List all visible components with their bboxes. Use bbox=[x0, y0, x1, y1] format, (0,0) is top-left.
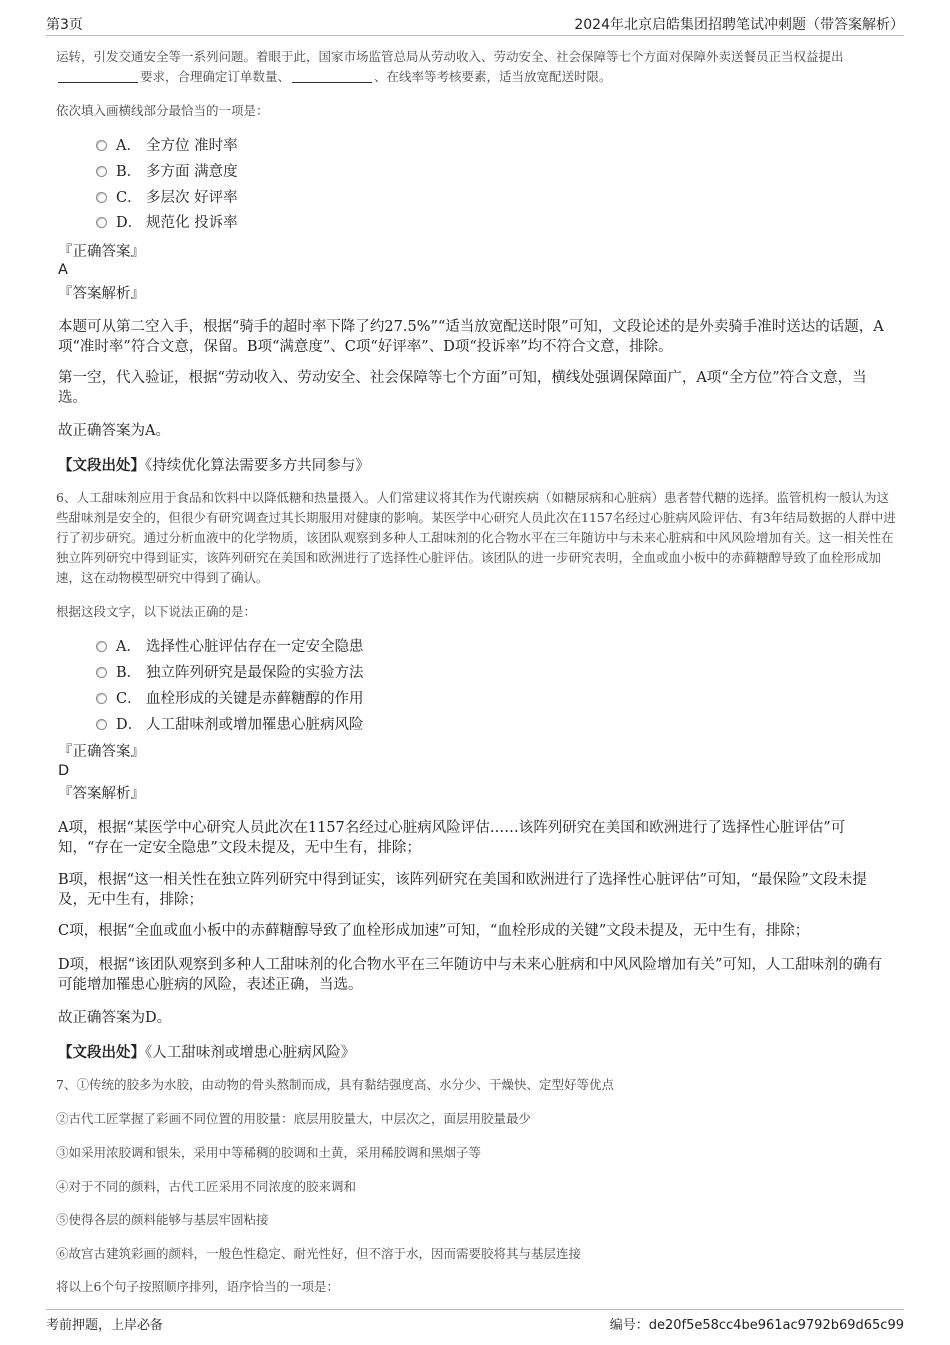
q6-option-c[interactable]: C． 血栓形成的关键是赤藓糖醇的作用 bbox=[96, 688, 364, 710]
header-divider bbox=[46, 35, 904, 36]
q5-answer: A bbox=[58, 262, 68, 278]
q7-prompt: 将以上6个句子按照顺序排列，语序恰当的一项是： bbox=[56, 1279, 339, 1294]
page-footer bbox=[46, 1314, 904, 1334]
q7-sentence-4: ④对于不同的颜料，古代工匠采用不同浓度的胶来调和 bbox=[56, 1179, 357, 1194]
q5-answer-label: 『正确答案』 bbox=[58, 244, 145, 260]
page-number: 第3页 bbox=[46, 17, 83, 33]
page-header bbox=[46, 14, 904, 34]
q6-analysis-d: D项，根据“该团队观察到多种人工甜味剂的化合物水平在三年随访中与未来心脏病和中风风险增加有关”可知，人工甜味剂的确有可能增加罹患心脏病的风险，表述正确，当选。 bbox=[58, 957, 882, 993]
radio-icon[interactable] bbox=[96, 719, 107, 730]
q6-source: 【文段出处】《人工甜味剂或增患心脏病风险》 bbox=[58, 1044, 356, 1061]
q6-option-b[interactable]: B． 独立阵列研究是最保险的实验方法 bbox=[96, 662, 364, 684]
q5-option-d[interactable]: D． 规范化 投诉率 bbox=[96, 212, 238, 234]
document-title: 2024年北京启皓集团招聘笔试冲刺题（带答案解析） bbox=[574, 17, 904, 33]
q6-analysis-conclusion: 故正确答案为D。 bbox=[58, 1010, 172, 1026]
q7-sentence-1: 7、①传统的胶多为水胶，由动物的骨头熬制而成，具有黏结强度高、水分少、干燥快、定型好等优点 bbox=[56, 1077, 614, 1092]
footer-divider bbox=[46, 1309, 904, 1310]
q6-option-d[interactable]: D． 人工甜味剂或增加罹患心脏病风险 bbox=[96, 714, 364, 736]
radio-icon[interactable] bbox=[96, 217, 107, 228]
q7-sentence-3: ③如采用浓胶调和银朱，采用中等稀稠的胶调和土黄，采用稀胶调和黑烟子等 bbox=[56, 1145, 482, 1160]
radio-icon[interactable] bbox=[96, 140, 107, 151]
q5-source: 【文段出处】《持续优化算法需要多方共同参与》 bbox=[58, 457, 370, 474]
q6-text: 6、人工甜味剂应用于食品和饮料中以降低糖和热量摄入。人们常建议将其作为代谢疾病（如糖尿病和心脏病）患者替代糖的选择。监管机构一般认为这些甜味剂是安全的，但很少有研究调查过其长期服用对健康的影响。某医学中心研究人员此次在1157名经过心脏病风险评估、有3年结局数据的人群中进行了初步研究。通过分析血液中的化学物质，该团队观察到多种人工甜味剂的化合物水平在三年随访中与未来心脏病和中风风险增加有关。这一相关性在独立阵列研究中得到证实，该阵列研究在美国和欧洲进行了选择性心脏评估。该团队的进一步研究表明，全血或血小板中的赤藓糖醇导致了血栓形成加速，这在动物模型研究中得到了确认。 bbox=[56, 490, 896, 585]
q7-sentence-2: ②古代工匠掌握了彩画不同位置的用胶量：底层用胶量大，中层次之，面层用胶量最少 bbox=[56, 1111, 532, 1126]
q6-answer: D bbox=[58, 763, 70, 779]
q5-analysis-3: 故正确答案为A。 bbox=[58, 423, 170, 439]
radio-icon[interactable] bbox=[96, 166, 107, 177]
blank-line bbox=[58, 68, 138, 83]
q5-prompt: 依次填入画横线部分最恰当的一项是： bbox=[56, 103, 269, 118]
q7-sentence-5: ⑤使得各层的颜料能够与基层牢固粘接 bbox=[56, 1212, 269, 1227]
q5-analysis-label: 『答案解析』 bbox=[58, 286, 145, 302]
q6-prompt: 根据这段文字，以下说法正确的是： bbox=[56, 604, 257, 619]
q5-option-a[interactable]: A． 全方位 准时率 bbox=[96, 135, 238, 157]
q6-answer-label: 『正确答案』 bbox=[58, 744, 145, 760]
q6-analysis-label: 『答案解析』 bbox=[58, 786, 145, 802]
q5-analysis-2: 第一空，代入验证，根据“劳动收入、劳动安全、社会保障等七个方面”可知，横线处强调保障面广，A项“全方位”符合文意，当选。 bbox=[58, 370, 867, 406]
blank-line bbox=[292, 68, 372, 83]
q5-option-b[interactable]: B． 多方面 满意度 bbox=[96, 161, 238, 183]
document-code: 编号：de20f5e58cc4be961ac9792b69d65c99 bbox=[609, 1318, 904, 1333]
footer-slogan: 考前押题，上岸必备 bbox=[46, 1318, 164, 1333]
radio-icon[interactable] bbox=[96, 641, 107, 652]
q5-option-c[interactable]: C． 多层次 好评率 bbox=[96, 187, 238, 209]
q6-analysis-c: C项，根据“全血或血小板中的赤藓糖醇导致了血栓形成加速”可知，“血栓形成的关键”文段未提及，无中生有，排除； bbox=[58, 923, 810, 939]
q5-text: 运转，引发交通安全等一系列问题。着眼于此，国家市场监管总局从劳动收入、劳动安全、社会保障等七个方面对保障外卖送餐员正当权益提出要求，合理确定订单数量、 、在线率等考核要素，适当放宽配送时限。 bbox=[56, 49, 844, 84]
radio-icon[interactable] bbox=[96, 693, 107, 704]
radio-icon[interactable] bbox=[96, 192, 107, 203]
q5-analysis-1: 本题可从第二空入手，根据“骑手的超时率下降了约27.5%”“适当放宽配送时限”可知，文段论述的是外卖骑手准时送达的话题，A项“准时率”符合文意，保留。B项“满意度”、C项“好评率”、D项“投诉率”均不符合文意，排除。 bbox=[58, 319, 884, 355]
q7-sentence-6: ⑥故宫古建筑彩画的颜料，一般色性稳定、耐光性好，但不溶于水，因而需要胶将其与基层连接 bbox=[56, 1246, 582, 1261]
q6-analysis-a: A项，根据“某医学中心研究人员此次在1157名经过心脏病风险评估……该阵列研究在美国和欧洲进行了选择性心脏评估”可知，“存在一定安全隐患”文段未提及，无中生有，排除； bbox=[58, 820, 846, 856]
q6-analysis-b: B项，根据“这一相关性在独立阵列研究中得到证实，该阵列研究在美国和欧洲进行了选择性心脏评估”可知，“最保险”文段未提及，无中生有，排除； bbox=[58, 872, 867, 908]
radio-icon[interactable] bbox=[96, 667, 107, 678]
q6-option-a[interactable]: A． 选择性心脏评估存在一定安全隐患 bbox=[96, 636, 364, 658]
